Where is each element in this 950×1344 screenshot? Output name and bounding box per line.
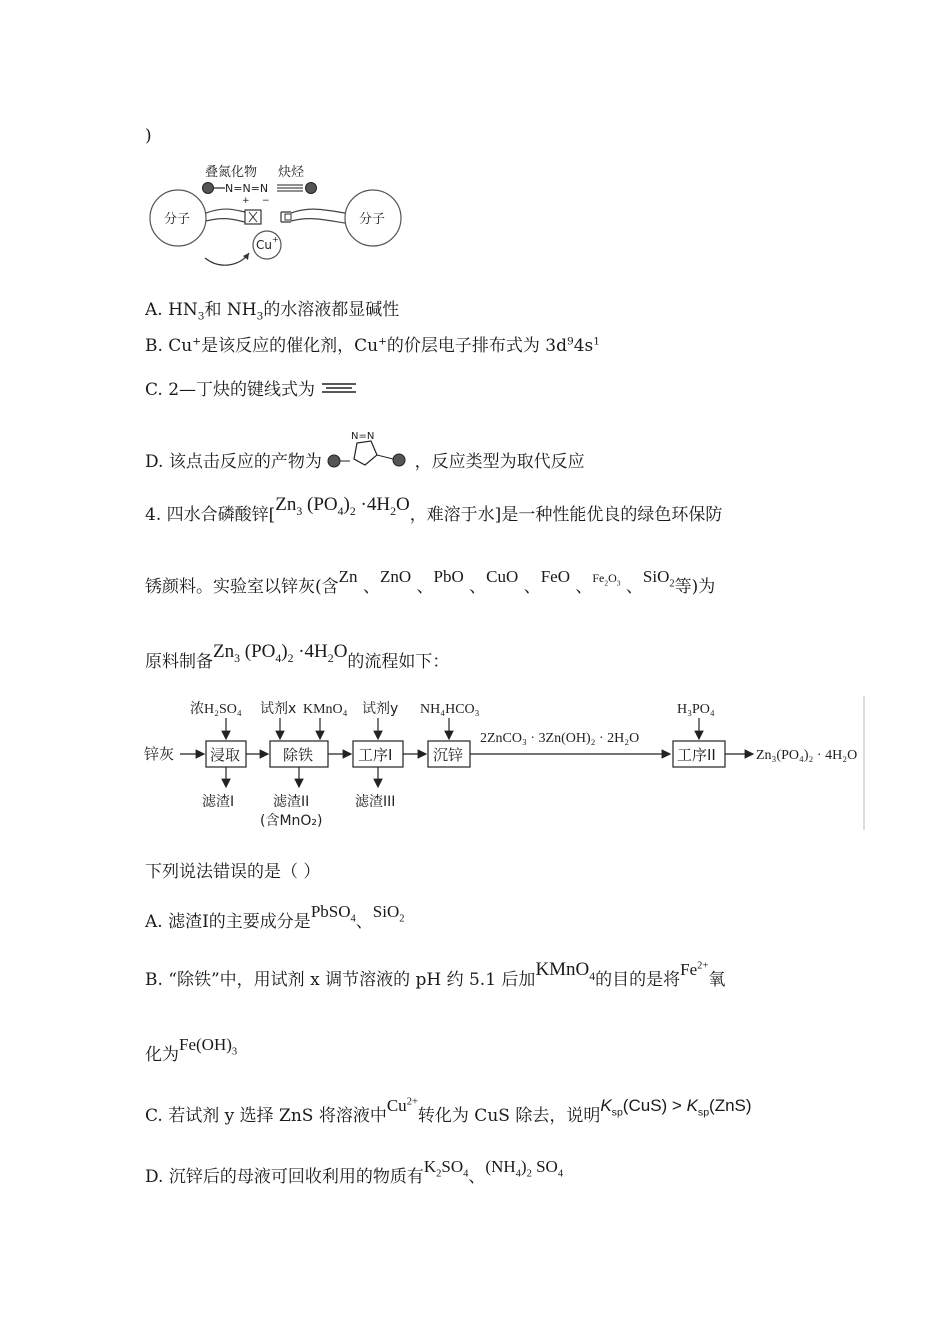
- catalyst-arrow: [205, 253, 249, 265]
- label-azide: 叠氮化物: [205, 165, 258, 180]
- step-process-1-label: 工序I: [358, 746, 393, 764]
- reagent-nh4hco3: NH₄HCO₃: [420, 702, 480, 717]
- q4-option-b: B. “除铁”中，用试剂 x 调节溶液的 pH 约 5.1 后加KMnO$_4$的目的是将$Fe^{2+}$氧: [145, 959, 726, 990]
- step-leaching-label: 浸取: [210, 746, 241, 764]
- click-reaction-diagram: [145, 158, 405, 270]
- step-iron-removal-label: 除铁: [283, 746, 314, 764]
- molecule-right-label: 分子: [359, 212, 386, 227]
- q3-option-b: B. Cu+是该反应的催化剂，Cu+的价层电子排布式为 $3d^94s^1$: [145, 335, 600, 356]
- reagent-acid: 浓H₂SO₄: [190, 702, 242, 717]
- alkyne-ball: [306, 183, 317, 194]
- step-process-2-label: 工序II: [677, 746, 716, 764]
- q3-option-d: D. 该点击反应的产物为 N=N ，反应类型为取代反应: [145, 450, 585, 474]
- process-flowchart: [140, 694, 870, 834]
- q3-option-a: A. $HN_3$和 $NH_3$的水溶液都显碱性: [145, 300, 400, 323]
- q4-stem-line2: 锈颜料。实验室以锌灰(含Zn 、ZnO 、PbO 、CuO 、FeO 、$^{Fe_2O_3}$ 、SiO$_2$等)为: [145, 567, 716, 597]
- residue-2-note: (含MnO₂): [260, 813, 323, 829]
- q3-option-c: C. 2—丁炔的键线式为: [145, 378, 358, 402]
- q4-option-d: D. 沉锌后的母液可回收利用的物质有$K_2SO_4$、$(NH_4)_2$ $SO_4$: [145, 1157, 564, 1187]
- q4-stem-line1: 4. 四水合磷酸锌[$Zn_3$ $(PO_4)_2 \cdot 4H_2O$，难溶于水]是一种性能优良的绿色环保防: [145, 494, 723, 525]
- azide-chain: N=N=N: [225, 182, 269, 195]
- residue-3: 滤渣III: [355, 794, 396, 810]
- q4-stem-line3: 原料制备$Zn_3$ $(PO_4)_2 \cdot 4H_2O$的流程如下：: [145, 641, 450, 672]
- butyne-skeletal: [320, 378, 358, 398]
- catalyst-label: Cu: [256, 238, 272, 252]
- residue-1: 滤渣I: [202, 794, 235, 810]
- q4-option-a: A. 滤渣Ⅰ的主要成分是PbSO$_4$、SiO$_2$: [145, 902, 405, 932]
- triazole-ring-label: N=N: [351, 431, 375, 442]
- q4-question: 下列说法错误的是（ ）: [145, 862, 321, 882]
- reagent-kmno4: KMnO₄: [303, 702, 348, 717]
- azide-plus: +: [242, 196, 250, 206]
- flow-start: 锌灰: [144, 745, 175, 763]
- final-product: Zn₃(PO₄)₂ · 4H₂O: [756, 748, 858, 763]
- residue-2: 滤渣II: [273, 794, 310, 810]
- step-zinc-precipitation-label: 沉锌: [433, 746, 464, 764]
- paren-close: ): [145, 126, 152, 146]
- molecule-left-label: 分子: [164, 212, 191, 227]
- reagent-y: 试剂y: [362, 701, 399, 717]
- intermediate-product: 2ZnCO₃ · 3Zn(OH)₂ · 2H₂O: [480, 731, 640, 746]
- reagent-h3po4: H₃PO₄: [677, 702, 715, 717]
- q4-option-b-cont: 化为$Fe(OH)_3$: [145, 1035, 238, 1065]
- azide-minus: −: [262, 196, 270, 206]
- triazole-product: [327, 427, 409, 473]
- reagent-x: 试剂x: [260, 701, 297, 717]
- label-alkyne: 炔烃: [278, 165, 305, 180]
- catalyst-charge: +: [272, 235, 279, 244]
- azide-ball: [203, 183, 214, 194]
- q4-option-c: C. 若试剂 y 选择 ZnS 将溶液中$Cu^{2+}$转化为 CuS 除去，说明$K_{sp}(CuS) > K_{sp}(ZnS)$: [145, 1096, 752, 1126]
